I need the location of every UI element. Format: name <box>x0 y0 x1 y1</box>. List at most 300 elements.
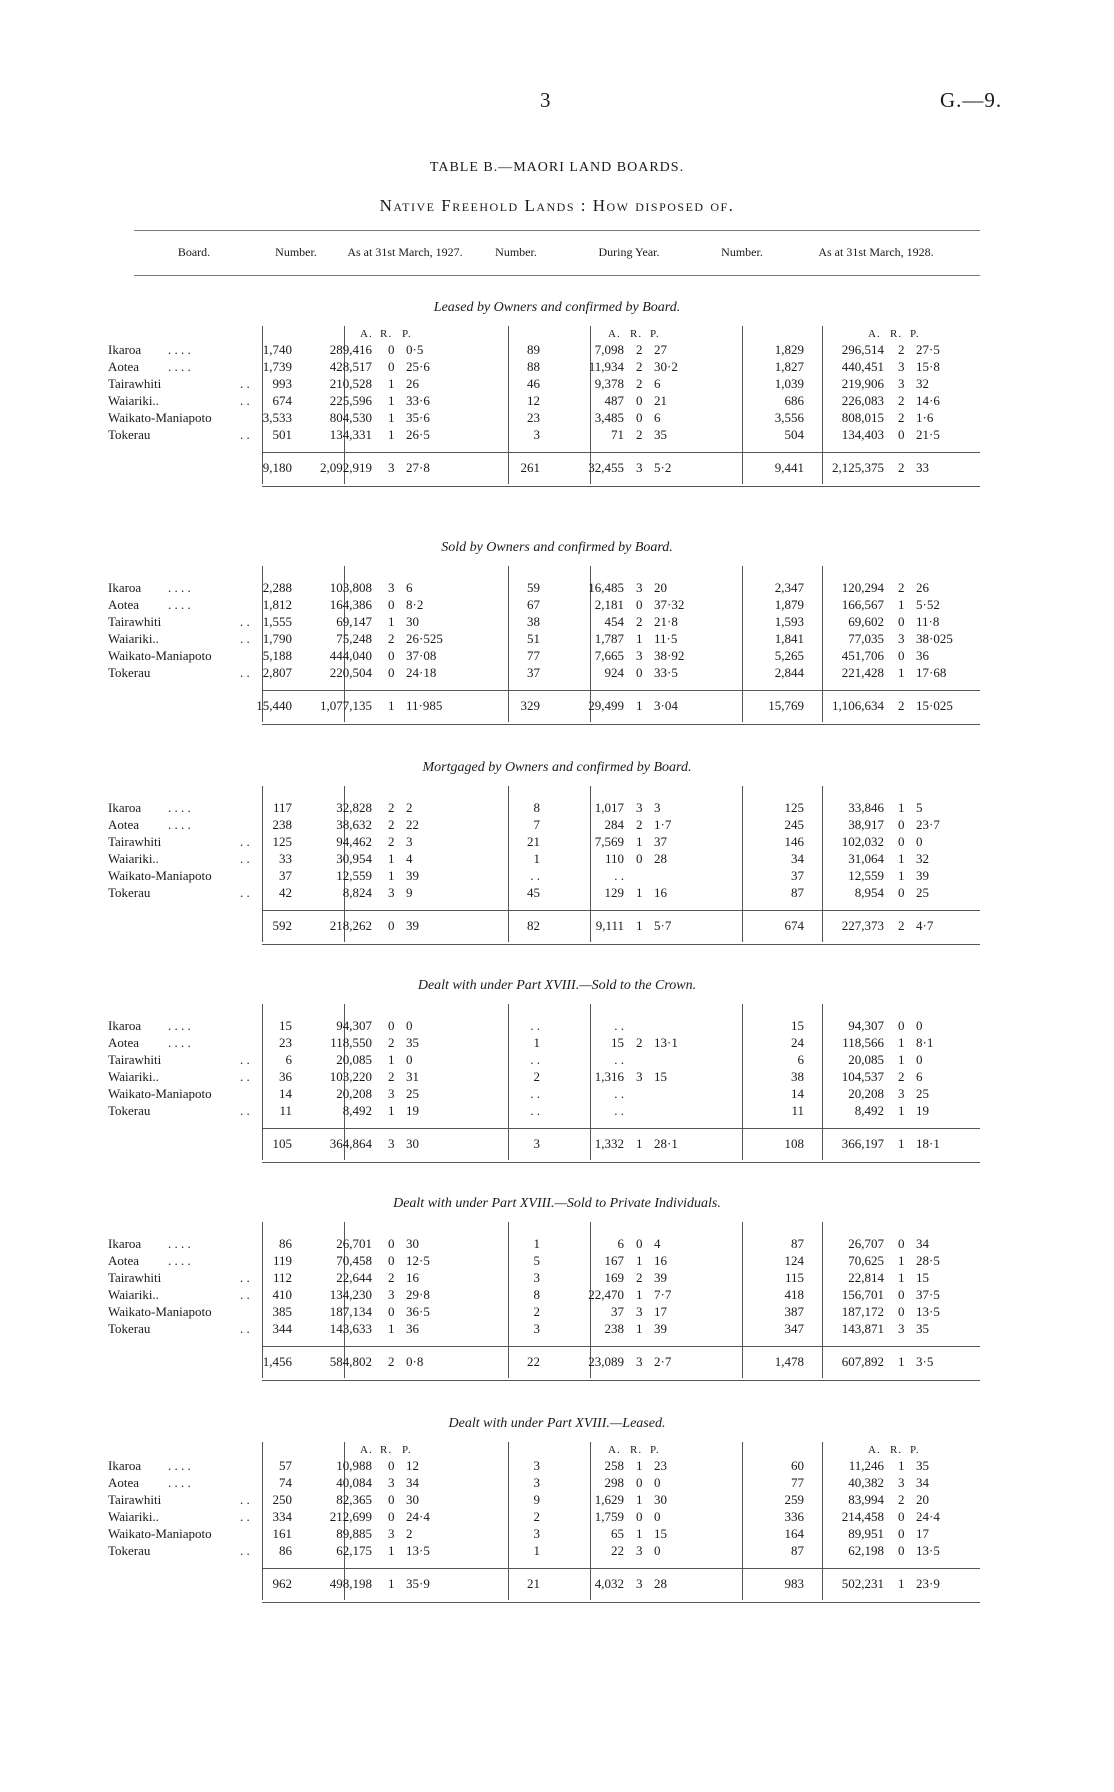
cell-p2: 21·8 <box>654 614 678 629</box>
board-name: Aotea <box>108 817 140 832</box>
cell-p1: 29·8 <box>406 1287 430 1302</box>
cell-a2: . . <box>614 868 624 883</box>
cell-a2: 167 <box>604 1253 624 1268</box>
board-name: Tokerau <box>108 665 151 680</box>
cell-a2: 16,485 <box>588 580 624 595</box>
cell-n1: 501 <box>272 427 292 442</box>
cell-a3: 31,064 <box>848 851 884 866</box>
board-name: Aotea <box>108 1253 140 1268</box>
cell-n2: 3 <box>533 1270 540 1285</box>
cell-p1: 0·5 <box>406 342 424 357</box>
cell-a1: 225,596 <box>329 393 372 408</box>
cell-a2: 298 <box>604 1475 624 1490</box>
cell-r2: 1 <box>636 1253 643 1268</box>
cell-n1: 36 <box>279 1069 292 1084</box>
cell-a1: 8,492 <box>342 1103 372 1118</box>
cell-a1: 94,462 <box>336 834 372 849</box>
table-row <box>0 1321 1114 1338</box>
board-name: Tairawhiti <box>108 1052 162 1067</box>
cell-a2: 65 <box>611 1526 624 1541</box>
cell-r2: 1 <box>636 885 643 900</box>
cell-n2: 37 <box>527 665 540 680</box>
cell-a2: 1,017 <box>594 800 624 815</box>
cell-r3: 3 <box>898 1475 905 1490</box>
cell-n1: 1,790 <box>262 631 292 646</box>
cell-a1: 134,230 <box>329 1287 372 1302</box>
cell-r3: 1 <box>898 851 905 866</box>
total-cell-r1: 1 <box>388 1576 395 1591</box>
cell-a3: 20,085 <box>848 1052 884 1067</box>
cell-p3: 23·7 <box>916 817 940 832</box>
table-row <box>0 1236 1114 1253</box>
cell-p2: 17 <box>654 1304 667 1319</box>
cell-p3: 25 <box>916 885 929 900</box>
cell-n3: 38 <box>791 1069 804 1084</box>
table-row <box>0 1475 1114 1492</box>
unit-label: R. <box>890 328 903 340</box>
cell-r2: 0 <box>636 1509 643 1524</box>
board-name: Tokerau <box>108 885 151 900</box>
cell-a3: 8,492 <box>854 1103 884 1118</box>
cell-r2: 0 <box>636 1475 643 1490</box>
total-cell-a1: 498,198 <box>329 1576 372 1591</box>
cell-r3: 1 <box>898 868 905 883</box>
cell-n3: 2,347 <box>774 580 804 595</box>
cell-r2: 2 <box>636 427 643 442</box>
total-cell-n3: 983 <box>784 1576 804 1591</box>
total-cell-r1: 3 <box>388 460 395 475</box>
cell-r1: 1 <box>388 1543 395 1558</box>
total-cell-n2: 3 <box>533 1136 540 1151</box>
cell-a3: 8,954 <box>854 885 884 900</box>
total-cell-n1: 962 <box>272 1576 292 1591</box>
cell-n2: 1 <box>533 851 540 866</box>
table-row <box>0 1304 1114 1321</box>
cell-p3: 17·68 <box>916 665 947 680</box>
leader-dots: . . . . <box>168 1458 191 1473</box>
cell-a3: 120,294 <box>841 580 884 595</box>
cell-p1: 0 <box>406 1018 413 1033</box>
cell-p2: 6 <box>654 376 661 391</box>
cell-a2: 487 <box>604 393 624 408</box>
cell-r3: 3 <box>898 1321 905 1336</box>
table-row <box>0 1543 1114 1560</box>
cell-n3: 60 <box>791 1458 804 1473</box>
section-caption: Leased by Owners and confirmed by Board. <box>433 300 681 315</box>
total-cell-n1: 1,456 <box>262 1354 292 1369</box>
cell-n1: 14 <box>279 1086 292 1101</box>
cell-r2: 1 <box>636 631 643 646</box>
cell-r3: 0 <box>898 817 905 832</box>
unit-label: R. <box>380 328 393 340</box>
cell-n1: 344 <box>272 1321 292 1336</box>
cell-p1: 8·2 <box>406 597 424 612</box>
cell-p3: 17 <box>916 1526 929 1541</box>
leader-dots: . . . . <box>168 1475 191 1490</box>
cell-r1: 3 <box>388 885 395 900</box>
cell-n3: 87 <box>791 1236 804 1251</box>
cell-r1: 2 <box>388 631 395 646</box>
total-cell-r2: 3 <box>636 1354 643 1369</box>
cell-n2: 3 <box>533 1458 540 1473</box>
col-during-year: During Year. <box>598 245 660 259</box>
total-cell-a3: 1,106,634 <box>832 698 884 713</box>
total-cell-r3: 2 <box>898 460 905 475</box>
total-cell-a1: 364,864 <box>329 1136 372 1151</box>
table-row <box>0 665 1114 682</box>
col-as-at-1927: As at 31st March, 1927. <box>347 245 463 259</box>
cell-a3: 62,198 <box>848 1543 884 1558</box>
cell-p1: 24·18 <box>406 665 437 680</box>
cell-r3: 0 <box>898 885 905 900</box>
cell-a3: 214,458 <box>841 1509 884 1524</box>
leader-dots: . . . . <box>168 1018 191 1033</box>
cell-r3: 0 <box>898 427 905 442</box>
table-subtitle: Native Freehold Lands : How disposed of. <box>379 196 735 215</box>
cell-a1: 20,085 <box>336 1052 372 1067</box>
cell-a2: 7,569 <box>594 834 624 849</box>
total-row <box>0 460 1114 477</box>
unit-label: P. <box>910 1444 920 1456</box>
cell-a2: 71 <box>611 427 624 442</box>
total-row <box>0 918 1114 935</box>
table-row <box>0 851 1114 868</box>
cell-p1: 36·5 <box>406 1304 430 1319</box>
cell-a3: 20,208 <box>848 1086 884 1101</box>
cell-n2: . . <box>530 1103 540 1118</box>
cell-a2: 2,181 <box>594 597 624 612</box>
leader-dots: . . <box>240 376 250 391</box>
cell-p3: 8·1 <box>916 1035 934 1050</box>
cell-n1: 410 <box>272 1287 292 1302</box>
cell-p1: 2 <box>406 1526 413 1541</box>
board-name: Aotea <box>108 359 140 374</box>
unit-label: R. <box>630 328 643 340</box>
cell-r2: 2 <box>636 614 643 629</box>
cell-a3: 118,566 <box>842 1035 884 1050</box>
cell-r2: 3 <box>636 1304 643 1319</box>
cell-a1: 30,954 <box>336 851 372 866</box>
cell-r3: 2 <box>898 393 905 408</box>
cell-n1: 993 <box>272 376 292 391</box>
section-bottom-rule <box>262 724 980 725</box>
table-row <box>0 1526 1114 1543</box>
cell-a2: 924 <box>604 665 624 680</box>
cell-r1: 1 <box>388 851 395 866</box>
cell-p2: 39 <box>654 1270 667 1285</box>
unit-label: P. <box>402 328 412 340</box>
total-cell-p2: 2·7 <box>654 1354 672 1369</box>
cell-r3: 1 <box>898 597 905 612</box>
cell-r2: 1 <box>636 1458 643 1473</box>
cell-a3: 77,035 <box>848 631 884 646</box>
cell-n3: 77 <box>791 1475 804 1490</box>
cell-p2: 21 <box>654 393 667 408</box>
cell-r1: 1 <box>388 614 395 629</box>
cell-r2: 1 <box>636 1321 643 1336</box>
cell-p3: 6 <box>916 1069 923 1084</box>
total-cell-a1: 1,077,135 <box>320 698 372 713</box>
cell-n1: 125 <box>272 834 292 849</box>
cell-n1: 112 <box>272 1270 292 1285</box>
cell-r2: 3 <box>636 1069 643 1084</box>
cell-n1: 33 <box>279 851 292 866</box>
cell-n2: 3 <box>533 1526 540 1541</box>
cell-a3: 134,403 <box>841 427 884 442</box>
cell-n3: 146 <box>784 834 804 849</box>
total-cell-a2: 23,089 <box>588 1354 624 1369</box>
cell-r1: 0 <box>388 1018 395 1033</box>
cell-r3: 0 <box>898 1018 905 1033</box>
cell-r1: 0 <box>388 648 395 663</box>
unit-label: A. <box>608 1444 621 1456</box>
cell-p3: 26 <box>916 580 929 595</box>
table-row <box>0 1035 1114 1052</box>
cell-r2: 0 <box>636 665 643 680</box>
cell-r3: 3 <box>898 631 905 646</box>
cell-n2: 3 <box>533 1321 540 1336</box>
board-name: Tairawhiti <box>108 834 162 849</box>
cell-p2: 11·5 <box>654 631 678 646</box>
cell-r2: 3 <box>636 580 643 595</box>
board-name: Waikato-Maniapoto <box>108 410 212 425</box>
cell-r2: 0 <box>636 410 643 425</box>
board-name: Aotea <box>108 1475 140 1490</box>
cell-n2: 3 <box>533 427 540 442</box>
cell-n1: 57 <box>279 1458 292 1473</box>
total-cell-p1: 11·985 <box>406 698 443 713</box>
leader-dots: . . <box>240 1321 250 1336</box>
cell-p1: 39 <box>406 868 419 883</box>
cell-n3: 686 <box>784 393 804 408</box>
cell-p2: 0 <box>654 1509 661 1524</box>
cell-n3: 37 <box>791 868 804 883</box>
leader-dots: . . <box>240 1270 250 1285</box>
cell-a1: 32,828 <box>336 800 372 815</box>
total-cell-p3: 33 <box>916 460 929 475</box>
table-row <box>0 817 1114 834</box>
total-cell-r2: 1 <box>636 698 643 713</box>
board-name: Waiariki.. <box>108 1287 159 1302</box>
cell-n3: 1,841 <box>774 631 804 646</box>
table-row <box>0 427 1114 444</box>
cell-r3: 2 <box>898 580 905 595</box>
cell-n1: 117 <box>272 800 292 815</box>
leader-dots: . . <box>240 665 250 680</box>
total-rule <box>262 1128 980 1129</box>
cell-a2: 7,098 <box>594 342 624 357</box>
cell-a3: 38,917 <box>848 817 884 832</box>
cell-a1: 10,988 <box>336 1458 372 1473</box>
col-number-during: Number. <box>495 245 537 259</box>
table-row <box>0 1052 1114 1069</box>
cell-n2: 51 <box>527 631 540 646</box>
cell-r2: 0 <box>636 597 643 612</box>
cell-r3: 0 <box>898 1543 905 1558</box>
leader-dots: . . . . <box>168 1035 191 1050</box>
cell-p1: 33·6 <box>406 393 430 408</box>
cell-n3: 87 <box>791 885 804 900</box>
cell-p1: 3 <box>406 834 413 849</box>
cell-r1: 0 <box>388 1253 395 1268</box>
cell-n1: 1,740 <box>262 342 292 357</box>
cell-n3: 164 <box>784 1526 804 1541</box>
table-row <box>0 631 1114 648</box>
cell-a3: 104,537 <box>841 1069 884 1084</box>
cell-a1: 220,504 <box>329 665 372 680</box>
total-cell-r2: 1 <box>636 918 643 933</box>
board-name: Tairawhiti <box>108 376 162 391</box>
board-name: Waikato-Maniapoto <box>108 1086 212 1101</box>
cell-a2: 454 <box>604 614 624 629</box>
cell-p3: 1·6 <box>916 410 934 425</box>
cell-n3: 15 <box>791 1018 804 1033</box>
cell-n1: 11 <box>279 1103 292 1118</box>
total-cell-n3: 9,441 <box>774 460 804 475</box>
cell-p3: 32 <box>916 851 929 866</box>
table-row <box>0 1287 1114 1304</box>
cell-n2: 59 <box>527 580 540 595</box>
leader-dots: . . <box>240 1069 250 1084</box>
cell-r1: 0 <box>388 1492 395 1507</box>
board-name: Waiariki.. <box>108 393 159 408</box>
cell-n2: 89 <box>527 342 540 357</box>
cell-n2: 67 <box>527 597 540 612</box>
cell-a3: 166,567 <box>841 597 884 612</box>
cell-n3: 1,039 <box>774 376 804 391</box>
cell-r2: 2 <box>636 376 643 391</box>
cell-p3: 15·8 <box>916 359 940 374</box>
board-name: Ikaroa <box>108 800 142 815</box>
leader-dots: . . . . <box>168 342 191 357</box>
total-cell-p1: 0·8 <box>406 1354 424 1369</box>
leader-dots: . . <box>240 885 250 900</box>
total-cell-n3: 15,769 <box>768 698 804 713</box>
cell-n2: 8 <box>533 1287 540 1302</box>
total-cell-a2: 29,499 <box>588 698 624 713</box>
cell-a3: 451,706 <box>841 648 884 663</box>
cell-n3: 115 <box>784 1270 804 1285</box>
total-cell-a3: 366,197 <box>841 1136 884 1151</box>
cell-a3: 102,032 <box>841 834 884 849</box>
cell-r1: 1 <box>388 1321 395 1336</box>
table-row <box>0 614 1114 631</box>
total-cell-a3: 502,231 <box>841 1576 884 1591</box>
cell-p3: 0 <box>916 834 923 849</box>
cell-a1: 20,208 <box>336 1086 372 1101</box>
document-reference: G.—9. <box>940 88 1003 112</box>
cell-r2: 0 <box>636 1236 643 1251</box>
leader-dots: . . . . <box>168 817 191 832</box>
cell-a1: 118,550 <box>330 1035 372 1050</box>
cell-a1: 804,530 <box>329 410 372 425</box>
table-row <box>0 393 1114 410</box>
total-cell-p1: 35·9 <box>406 1576 430 1591</box>
table-row <box>0 800 1114 817</box>
cell-p1: 12 <box>406 1458 419 1473</box>
total-cell-n3: 1,478 <box>774 1354 804 1369</box>
cell-r1: 0 <box>388 1236 395 1251</box>
cell-r1: 3 <box>388 1086 395 1101</box>
cell-a2: 110 <box>604 851 624 866</box>
cell-r1: 0 <box>388 597 395 612</box>
cell-p2: 16 <box>654 1253 667 1268</box>
section-caption: Mortgaged by Owners and confirmed by Board. <box>422 760 692 775</box>
cell-p3: 36 <box>916 648 929 663</box>
cell-r3: 0 <box>898 834 905 849</box>
cell-p1: 22 <box>406 817 419 832</box>
cell-p1: 24·4 <box>406 1509 430 1524</box>
cell-n2: 9 <box>533 1492 540 1507</box>
cell-a3: 221,428 <box>841 665 884 680</box>
cell-a3: 33,846 <box>848 800 884 815</box>
cell-p2: 30 <box>654 1492 667 1507</box>
table-row <box>0 359 1114 376</box>
cell-a1: 103,220 <box>329 1069 372 1084</box>
cell-n3: 336 <box>784 1509 804 1524</box>
cell-p1: 34 <box>406 1475 419 1490</box>
cell-n3: 24 <box>791 1035 804 1050</box>
table-row <box>0 410 1114 427</box>
col-board: Board. <box>177 245 211 259</box>
cell-r1: 0 <box>388 1509 395 1524</box>
total-cell-n2: 261 <box>520 460 540 475</box>
cell-n3: 504 <box>784 427 804 442</box>
cell-p1: 13·5 <box>406 1543 430 1558</box>
board-name: Tokerau <box>108 1321 151 1336</box>
cell-p1: 30 <box>406 614 419 629</box>
cell-r2: 3 <box>636 1543 643 1558</box>
cell-p3: 20 <box>916 1492 929 1507</box>
cell-p1: 12·5 <box>406 1253 430 1268</box>
cell-a3: 143,871 <box>841 1321 884 1336</box>
cell-p2: 0 <box>654 1475 661 1490</box>
total-cell-n1: 9,180 <box>262 460 292 475</box>
cell-r3: 1 <box>898 1270 905 1285</box>
leader-dots: . . . . <box>168 1253 191 1268</box>
board-name: Waikato-Maniapoto <box>108 868 212 883</box>
cell-a1: 289,416 <box>329 342 372 357</box>
total-cell-p2: 5·7 <box>654 918 672 933</box>
cell-n2: 2 <box>533 1304 540 1319</box>
cell-n3: 34 <box>791 851 804 866</box>
cell-a3: 808,015 <box>841 410 884 425</box>
cell-a3: 69,602 <box>848 614 884 629</box>
cell-p3: 38·025 <box>916 631 953 646</box>
cell-n2: 21 <box>527 834 540 849</box>
cell-r3: 3 <box>898 376 905 391</box>
cell-r1: 1 <box>388 376 395 391</box>
cell-a3: 26,707 <box>848 1236 884 1251</box>
cell-n3: 1,593 <box>774 614 804 629</box>
cell-n3: 87 <box>791 1543 804 1558</box>
cell-a2: 11,934 <box>588 359 624 374</box>
cell-p2: 7·7 <box>654 1287 672 1302</box>
board-name: Tairawhiti <box>108 614 162 629</box>
board-name: Ikaroa <box>108 342 142 357</box>
cell-p3: 34 <box>916 1236 929 1251</box>
cell-a2: 7,665 <box>594 648 624 663</box>
cell-a2: 22 <box>611 1543 624 1558</box>
total-cell-p3: 18·1 <box>916 1136 940 1151</box>
total-cell-p3: 23·9 <box>916 1576 940 1591</box>
cell-a2: 9,378 <box>594 376 624 391</box>
total-cell-a1: 584,802 <box>329 1354 372 1369</box>
cell-r1: 0 <box>388 1458 395 1473</box>
section-caption: Dealt with under Part XVIII.—Sold to Private Individuals. <box>393 1196 721 1211</box>
cell-a3: 440,451 <box>841 359 884 374</box>
total-cell-p1: 39 <box>406 918 419 933</box>
